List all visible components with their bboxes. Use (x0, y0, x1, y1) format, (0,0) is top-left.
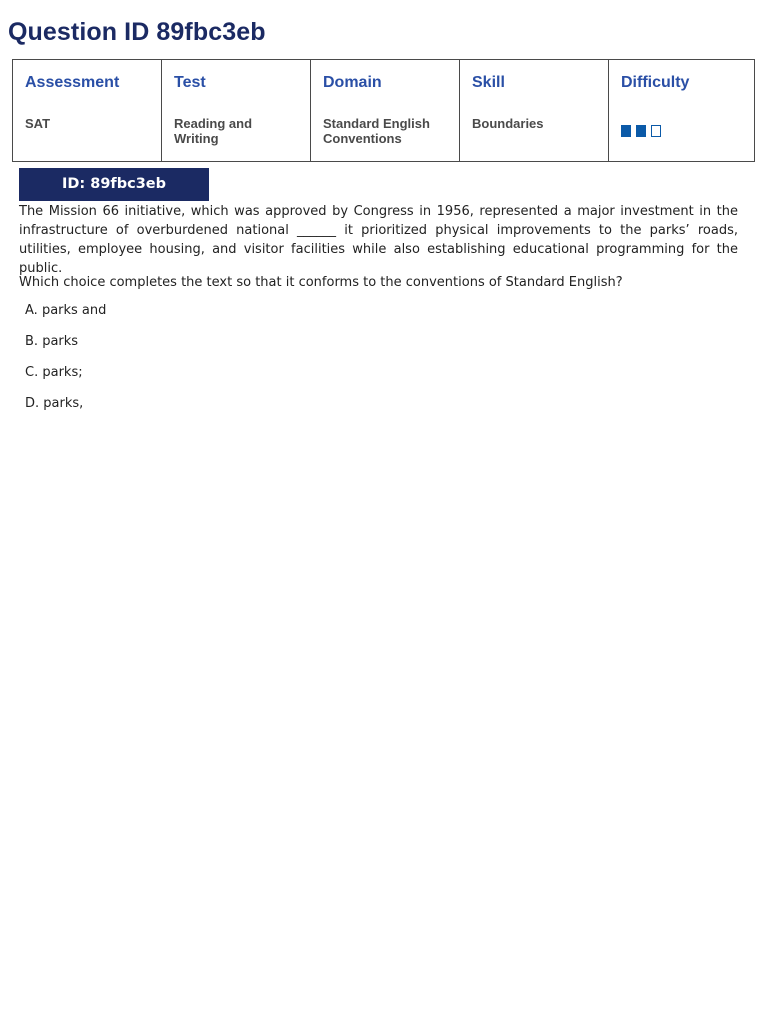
page-title: Question ID 89fbc3eb (8, 18, 266, 46)
skill-value: Boundaries (472, 116, 544, 131)
test-header: Test (174, 74, 206, 91)
choice-text: parks and (41, 303, 107, 318)
skill-header: Skill (472, 74, 505, 91)
difficulty-cell (609, 60, 755, 162)
answer-choices (25, 301, 106, 425)
test-cell (162, 60, 311, 162)
choice-text: parks (42, 334, 79, 349)
domain-header: Domain (323, 74, 382, 91)
choice-letter: A. (25, 303, 38, 318)
passage-before-blank: The Mission 66 initiative, which was approved by Congress in 1956, represented a major investment in the infrastructure of overburdened national (19, 204, 738, 238)
question-meta-table (12, 59, 755, 162)
assessment-cell (13, 60, 162, 162)
passage-after-blank: it prioritized physical improvements to the parks’ roads, utilities, employee housing, and visitor facilities while also establishing educational programming for the public. (19, 223, 738, 276)
question-id-banner: ID: 89fbc3eb (19, 168, 209, 201)
domain-cell (311, 60, 460, 162)
choice-a[interactable] (25, 301, 106, 332)
passage-blank: ______ (297, 223, 337, 238)
choice-b[interactable] (25, 332, 106, 363)
choice-text: parks; (42, 365, 83, 380)
choice-letter: B. (25, 334, 39, 349)
assessment-header: Assessment (25, 74, 120, 91)
choice-text: parks, (43, 396, 84, 411)
choice-d[interactable] (25, 394, 106, 425)
difficulty-header: Difficulty (621, 74, 690, 91)
question-stem: Which choice completes the text so that it conforms to the conventions of Standard English? (19, 275, 623, 290)
assessment-value: SAT (25, 116, 51, 131)
skill-cell (460, 60, 609, 162)
choice-letter: D. (25, 396, 40, 411)
choice-letter: C. (25, 365, 39, 380)
difficulty-box-filled (636, 125, 646, 137)
difficulty-meter (621, 125, 742, 137)
passage-text (19, 202, 738, 278)
choice-c[interactable] (25, 363, 106, 394)
difficulty-box-empty (651, 125, 661, 137)
test-value: Reading and Writing (174, 116, 253, 146)
difficulty-box-filled (621, 125, 631, 137)
domain-value: Standard English Conventions (323, 116, 430, 146)
